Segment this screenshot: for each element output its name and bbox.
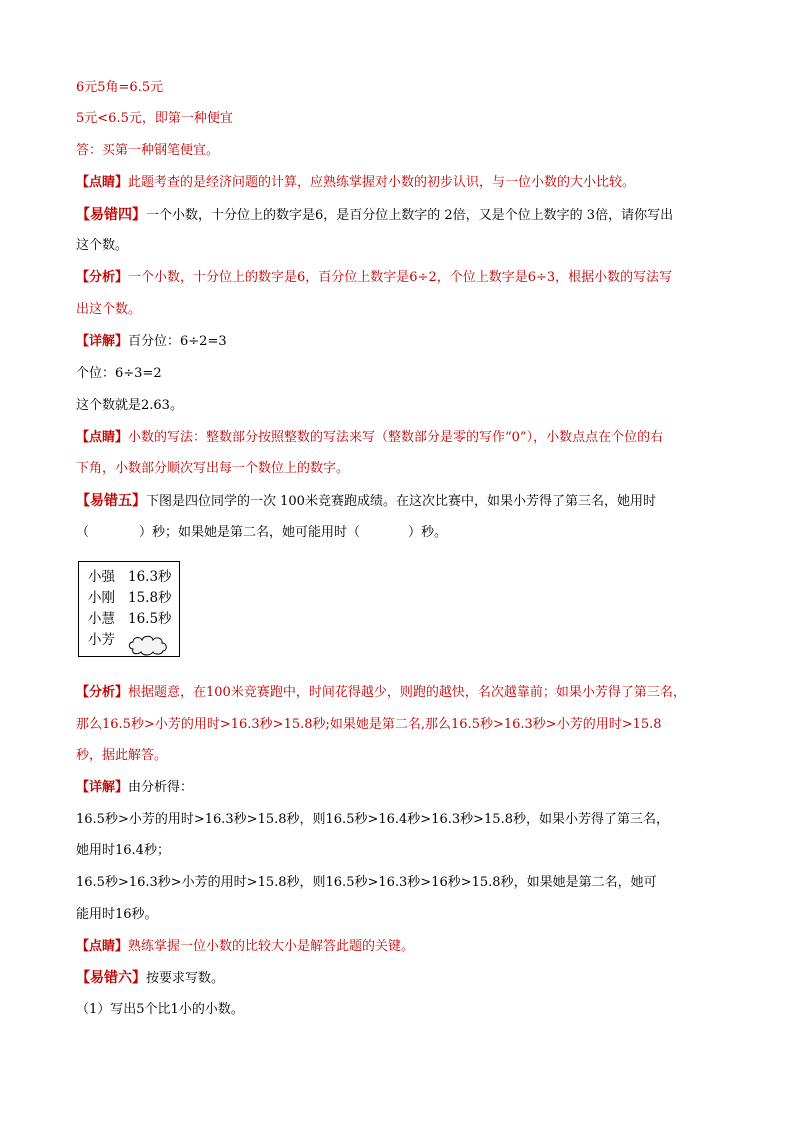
dianjing-text: 此题考查的是经济问题的计算，应熟练掌握对小数的初步认识，与一位小数的大小比较。 <box>128 175 636 190</box>
dianjing-tag: 【点睛】 <box>76 175 129 190</box>
yicuo5-question-cont <box>76 525 733 541</box>
dianjing-paragraph-2 <box>76 430 733 446</box>
xiangjie-tag-2: 【详解】 <box>76 780 129 795</box>
race-results-table <box>78 561 180 657</box>
dianjing-paragraph-2-cont: 下角，小数部分顺次写出每一个数位上的数字。 <box>76 461 350 476</box>
blank-close-2: ）秒。 <box>408 525 448 540</box>
fenxi-paragraph-2-line-2: 那么16.5秒>小芳的用时>16.3秒>15.8秒;如果她是第二名,那么16.5秒>16.3秒>小芳的用时>15.8 <box>76 717 662 732</box>
table-row <box>88 631 128 649</box>
yicuo5-question <box>76 493 733 510</box>
runner-time: 16.5秒 <box>128 611 172 627</box>
fenxi-paragraph-1 <box>76 270 733 286</box>
dianjing-text-2: 小数的写法：整数部分按照整数的写法来写（整数部分是零的写作“0”），小数点点在个位的右 <box>128 430 664 445</box>
answer-line-2: 5元<6.5元，即第一种便宜 <box>76 111 233 126</box>
xiangjie-2-line-3: 她用时16.4秒； <box>76 843 170 858</box>
dianjing-tag-3: 【点睛】 <box>76 939 129 954</box>
table-row <box>88 568 172 586</box>
yicuo6-tag: 【易错六】 <box>76 970 146 986</box>
runner-name: 小刚 <box>88 590 115 606</box>
yicuo5-text: 下图是四位同学的一次 100米竞赛跑成绩。在这次比赛中，如果小芳得了第三名，她用时 <box>146 494 656 509</box>
yicuo4-text: 一个小数，十分位上的数字是6，是百分位上数字的 2倍，又是个位上数字的 3倍，请你写出 <box>146 208 674 223</box>
table-row <box>88 610 172 628</box>
blank-open-1: （ <box>76 525 90 540</box>
runner-name: 小芳 <box>88 632 115 648</box>
fenxi-text: 一个小数，十分位上的数字是6，百分位上数字是6÷2，个位上数字是6÷3，根据小数的写法写 <box>128 270 673 285</box>
xiangjie-text: 百分位：6÷2=3 <box>128 334 227 349</box>
xiangjie-text-2: 由分析得： <box>128 780 194 795</box>
yicuo4-question-cont: 这个数。 <box>76 238 129 253</box>
dianjing-tag-2: 【点睛】 <box>76 430 129 445</box>
xiangjie-line-3: 这个数就是2.63。 <box>76 398 183 413</box>
fenxi-tag-2: 【分析】 <box>76 685 129 700</box>
yicuo6-question <box>76 970 733 987</box>
fenxi-text-2: 根据题意，在100米竞赛跑中，时间花得越少，则跑的越快，名次越靠前；如果小芳得了第三名， <box>128 685 686 700</box>
yicuo5-tag: 【易错五】 <box>76 493 146 509</box>
yicuo4-question <box>76 207 733 224</box>
answer-line-1: 6元5角=6.5元 <box>76 80 164 95</box>
fenxi-paragraph-2-line-3: 秒，据此解答。 <box>76 748 168 763</box>
xiangjie-2-line-2: 16.5秒>小芳的用时>16.3秒>15.8秒，则16.5秒>16.4秒>16.3秒>15.8秒，如果小芳得了第三名， <box>76 812 669 827</box>
runner-name: 小强 <box>88 569 115 585</box>
runner-name: 小慧 <box>88 611 115 627</box>
blank-middle: ）秒；如果她是第二名，她可能用时（ <box>139 525 361 540</box>
xiangjie-line-2: 个位：6÷3=2 <box>76 366 162 381</box>
xiangjie-tag: 【详解】 <box>76 334 129 349</box>
fenxi-paragraph-1-cont: 出这个数。 <box>76 302 142 317</box>
runner-time: 16.3秒 <box>128 569 172 585</box>
runner-time: 15.8秒 <box>128 590 172 606</box>
xiangjie-paragraph-1 <box>76 334 733 350</box>
table-row <box>88 589 172 607</box>
dianjing-text-3: 熟练掌握一位小数的比较大小是解答此题的关键。 <box>128 939 415 954</box>
xiangjie-paragraph-2 <box>76 780 733 796</box>
fenxi-paragraph-2 <box>76 685 733 701</box>
cloud-icon <box>127 634 169 656</box>
dianjing-paragraph-3 <box>76 939 733 955</box>
xiangjie-2-line-5: 能用时16秒。 <box>76 907 158 922</box>
dianjing-paragraph-1 <box>76 175 733 191</box>
answer-line-3: 答：买第一种钢笔便宜。 <box>76 143 220 158</box>
fenxi-tag: 【分析】 <box>76 270 129 285</box>
yicuo6-text: 按要求写数。 <box>146 971 225 986</box>
yicuo4-tag: 【易错四】 <box>76 207 146 223</box>
xiangjie-2-line-4: 16.5秒>16.3秒>小芳的用时>15.8秒，则16.5秒>16.3秒>16秒>15.8秒，如果她是第二名，她可 <box>76 875 657 890</box>
yicuo6-subquestion-1: （1）写出5个比1小的小数。 <box>76 1002 244 1017</box>
